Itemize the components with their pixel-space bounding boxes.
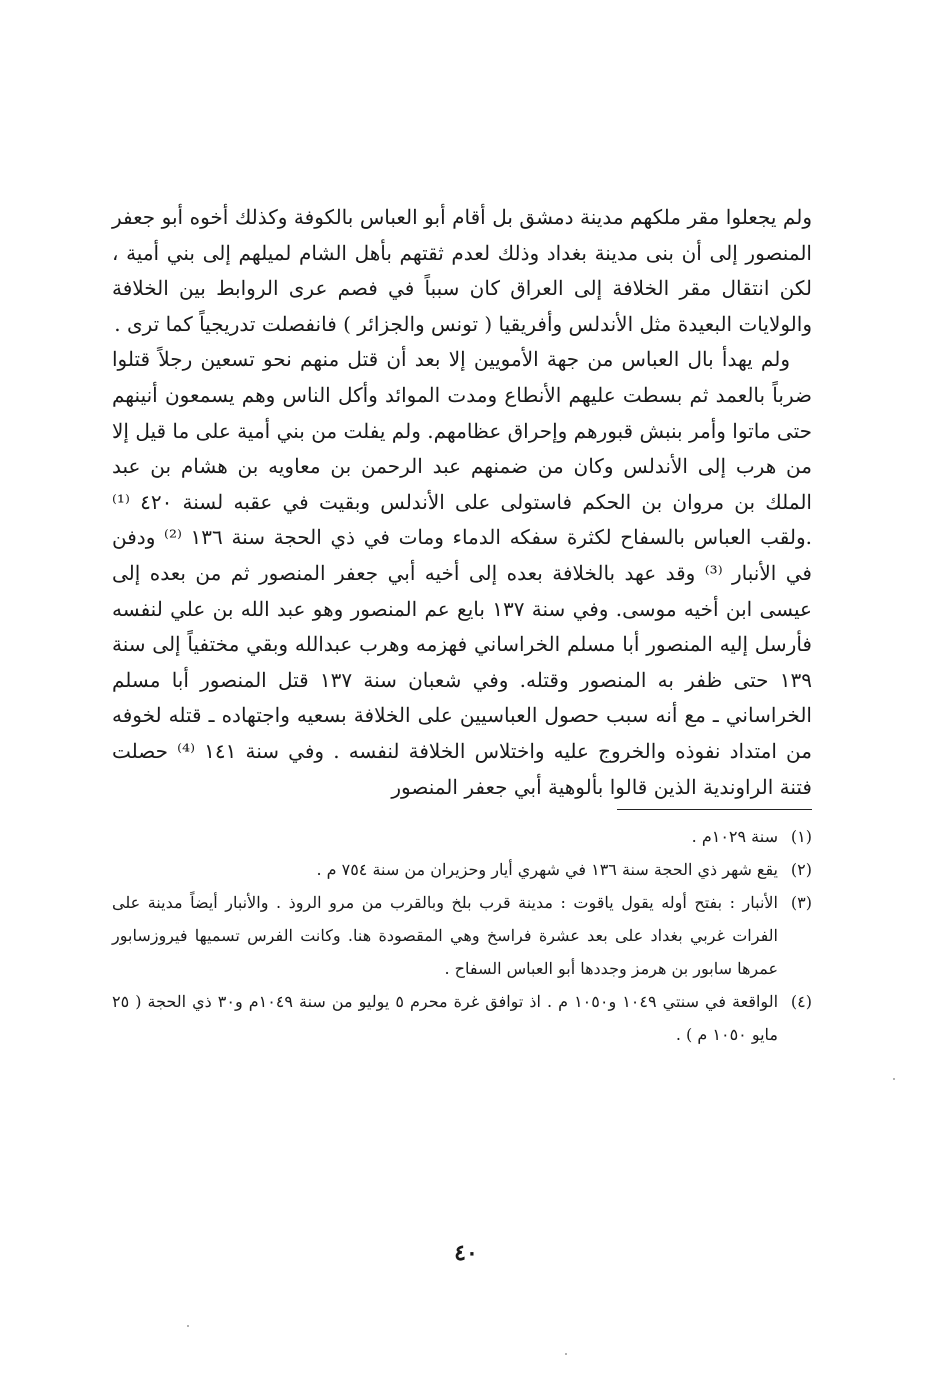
footnote-2 — [112, 853, 812, 886]
footnote-number: (١) — [790, 827, 812, 847]
footnote-text: سنة ١٠٢٩م . — [691, 827, 778, 847]
footnotes — [112, 820, 812, 1051]
paragraph-1: ولم يجعلوا مقر ملكهم مدينة دمشق بل أقام أبو العباس بالكوفة وكذلك أخوه أبو جعفر المنصور إلى أن بنى مدينة بغداد وذلك لعدم ثقتهم بأهل الشام لميلهم إلى بني أمية ، لكن انتقال مقر الخلافة إلى العراق كان سبباً في فصم عرى الروابط بين الخلافة والولايات البعيدة مثل الأندلس وأفريقيا ( تونس والجزائر ) فانفصلت تدريجياً كما ترى . — [112, 205, 812, 336]
scan-speck — [187, 1325, 189, 1327]
scan-speck — [565, 1353, 567, 1355]
footnote-text: الأنبار : بفتح أوله يقول ياقوت : مدينة قرب بلخ وبالقرب من مرو الروذ . والأنبار أيضاً مدينة على الفرات غربي بغداد على بعد عشرة فراسخ وهي المقصودة هنا. وكانت الفرس تسميها فيروزسابور عمرها سابور بن هرمز وجددها أبو العباس السفاح . — [112, 893, 778, 979]
page-content — [112, 200, 812, 1051]
footnote-number: (٣) — [790, 893, 812, 913]
footnote-4 — [112, 985, 812, 1051]
footnote-text: يقع شهر ذي الحجة سنة ١٣٦ في شهري أيار وحزيران من سنة ٧٥٤ م . — [316, 860, 778, 880]
footnote-3 — [112, 886, 812, 985]
footnote-divider — [617, 809, 812, 810]
footnote-number: (٢) — [790, 860, 812, 880]
footnote-1 — [112, 820, 812, 853]
footnote-number: (٤) — [790, 992, 812, 1012]
paragraph-2: ولم يهدأ بال العباس من جهة الأمويين إلا بعد أن قتل منهم نحو تسعين رجلاً قتلوا ضرباً بالعمد ثم بسطت عليهم الأنطاع ومدت الموائد وأكل الناس وهم يسمعون أنينهم حتى ماتوا وأمر بنبش قبورهم وإحراق عظامهم. ولم يفلت من بني أمية على ما قيل إلا من هرب إلى الأندلس وكان من ضمنهم عبد الرحمن بن معاويه بن هشام بن عبد الملك بن مروان بن الحكم فاستولى على الأندلس وبقيت في عقبه لسنة ٤٢٠ ⁽¹⁾ .ولقب العباس بالسفاح لكثرة سفكه الدماء ومات في ذي الحجة سنة ١٣٦ ⁽²⁾ ودفن في الأنبار ⁽³⁾ وقد عهد بالخلافة بعده إلى أخيه أبي جعفر المنصور ثم من بعده إلى عيسى ابن أخيه موسى. وفي سنة ١٣٧ بايع عم المنصور وهو عبد الله بن علي لنفسه فأرسل إليه المنصور أبا مسلم الخراساني فهزمه وهرب عبدالله وبقي مختفياً إلى سنة ١٣٩ حتى ظفر به المنصور وقتله. وفي شعبان سنة ١٣٧ قتل المنصور أبا مسلم الخراساني ـ مع أنه سبب حصول العباسيين على الخلافة بسعيه واجتهاده ـ قتله لخوفه من امتداد نفوذه والخروج عليه واختلاس الخلافة لنفسه . وفي سنة ١٤١ ⁽⁴⁾ حصلت فتنة الراوندية الذين قالوا بألوهية أبي جعفر المنصور — [112, 347, 812, 799]
scan-speck — [893, 1078, 895, 1080]
footnote-text: الواقعة في سنتي ١٠٤٩ و١٠٥٠ م . اذ توافق غرة محرم ٥ يوليو من سنة ١٠٤٩م و٣٠ ذي الحجة ( ٢٥ مايو ١٠٥٠ م ) . — [112, 992, 779, 1045]
main-text — [112, 200, 812, 805]
page-number: ٤٠ — [454, 1240, 478, 1266]
